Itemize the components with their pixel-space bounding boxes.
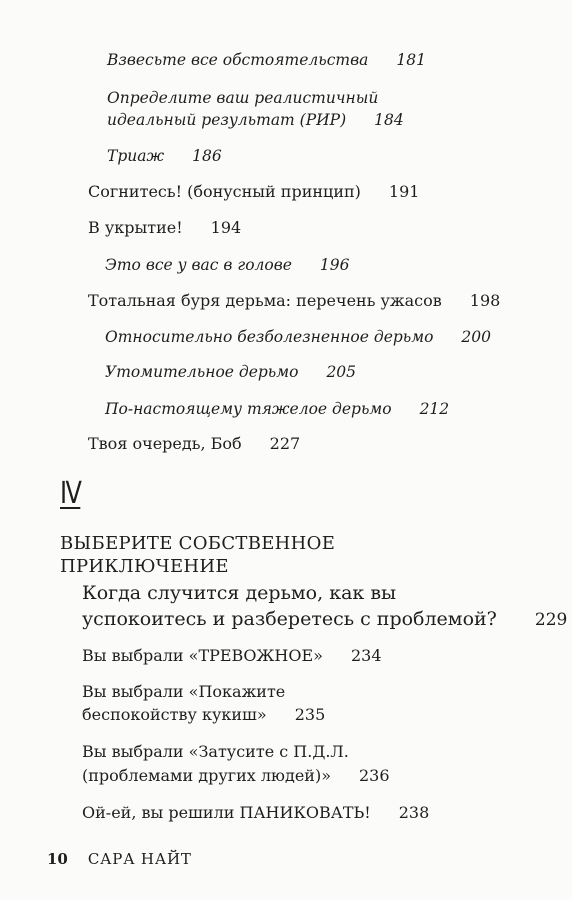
- toc-entry-title-line: Вы выбрали «Покажите: [82, 682, 286, 701]
- toc-entry-title-line: Определите ваш реалистичный: [107, 89, 379, 107]
- toc-entry-page: 212: [419, 400, 450, 418]
- toc-entry: [105, 327, 491, 347]
- toc-entry: [88, 291, 500, 311]
- toc-entry: [107, 146, 222, 166]
- toc-entry-title-line: Вы выбрали «Затусите с П.Д.Л.: [82, 742, 349, 761]
- toc-entry-title: Вы выбрали «ТРЕВОЖНОЕ»: [82, 646, 323, 665]
- toc-entry-title: Ой-ей, вы решили ПАНИКОВАТЬ!: [82, 803, 371, 822]
- toc-entry: [107, 110, 404, 130]
- toc-entry-title: Твоя очередь, Боб: [88, 434, 242, 453]
- toc-entry-page: 200: [461, 328, 491, 346]
- toc-entry-title: Это все у вас в голове: [105, 256, 292, 274]
- toc-entry-page: 234: [350, 646, 382, 665]
- toc-entry-title: Взвесьте все обстоятельства: [107, 51, 369, 69]
- toc-entry-page: 184: [374, 111, 404, 129]
- toc-entry: [82, 766, 390, 786]
- toc-entry-page: 181: [396, 51, 426, 69]
- toc-entry: [107, 50, 426, 70]
- toc-entry: [105, 255, 350, 275]
- toc-entry-title: Согнитесь! (бонусный принцип): [88, 182, 361, 201]
- page-footer: [47, 849, 192, 869]
- toc-entry-page: 229: [534, 610, 568, 630]
- toc-entry-page: 235: [294, 705, 326, 724]
- toc-entry-page: 205: [326, 363, 357, 381]
- toc-entry-title: В укрытие!: [88, 218, 183, 237]
- toc-entry-title-line: беспокойству кукиш»: [82, 705, 267, 724]
- part-subtitle: [82, 606, 567, 633]
- toc-entry-title: Триаж: [107, 147, 165, 165]
- toc-entry-title: Относительно безболезненное дерьмо: [105, 328, 434, 346]
- part-title-line: ВЫБЕРИТЕ СОБСТВЕННОЕ: [60, 533, 336, 554]
- running-head-author: САРА НАЙТ: [87, 850, 192, 868]
- toc-entry-title: По-настоящему тяжелое дерьмо: [105, 400, 392, 418]
- toc-entry-page: 198: [469, 291, 501, 310]
- toc-entry-page: 238: [398, 803, 430, 822]
- toc-entry-page: 227: [269, 434, 301, 453]
- page-number: 10: [47, 850, 68, 868]
- toc-entry: [82, 803, 429, 823]
- part-title-line: ПРИКЛЮЧЕНИЕ: [60, 556, 229, 577]
- toc-entry-page: 236: [359, 766, 390, 785]
- part-subtitle-line: Когда случится дерьмо, как вы: [82, 582, 397, 604]
- toc-entry-title-line: (проблемами других людей)»: [82, 766, 331, 785]
- toc-entry: [88, 434, 300, 454]
- toc-entry: [82, 646, 382, 666]
- toc-entry-page: 186: [192, 147, 222, 165]
- toc-entry-page: 191: [388, 182, 420, 201]
- toc-entry-page: 196: [319, 256, 350, 274]
- toc-entry: [88, 218, 241, 238]
- toc-entry-title-line: идеальный результат (РИР): [107, 111, 347, 129]
- part-number-handwritten: IV: [60, 476, 81, 511]
- toc-entry: [105, 399, 449, 419]
- part-subtitle-line: успокоитесь и разберетесь с проблемой?: [82, 608, 497, 630]
- toc-entry-title: Тотальная буря дерьма: перечень ужасов: [88, 291, 442, 310]
- toc-entry: [88, 182, 419, 202]
- toc-entry-title: Утомительное дерьмо: [105, 363, 299, 381]
- toc-entry-page: 194: [210, 218, 242, 237]
- toc-entry: [105, 362, 356, 382]
- toc-entry: [82, 705, 325, 725]
